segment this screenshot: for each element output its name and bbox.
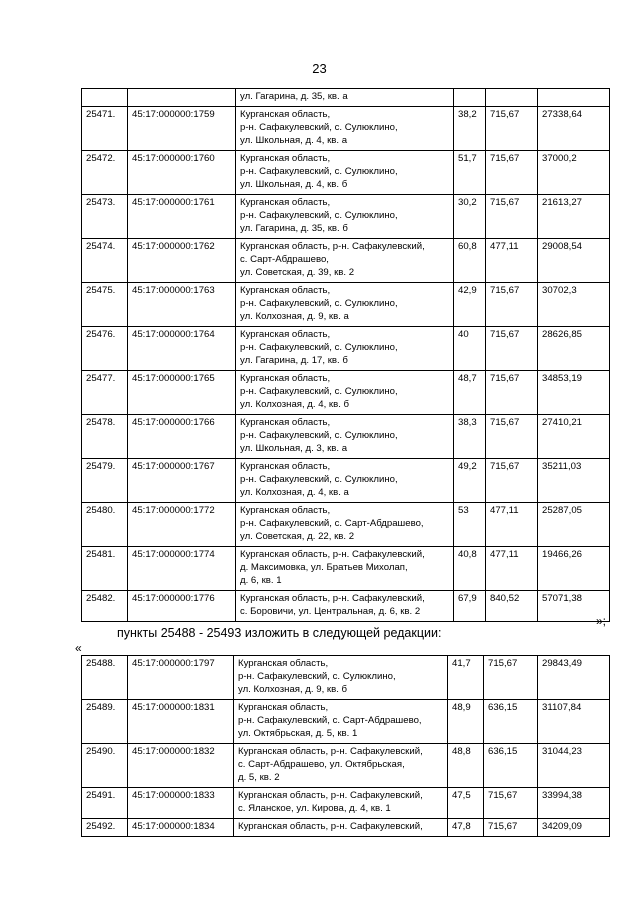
rate-cell: 840,52 [486, 591, 538, 622]
address-cell [234, 744, 448, 788]
rate-cell: 715,67 [484, 788, 538, 819]
cadastral-value-cell: 57071,38 [538, 591, 610, 622]
empty-cell [82, 89, 128, 107]
cadastral-number-cell: 45:17:000000:1833 [128, 788, 234, 819]
address-line: Курганская область, р-н. Сафакулевский, [240, 241, 425, 252]
row-number-cell: 25492. [82, 819, 128, 837]
rate-cell: 715,67 [486, 415, 538, 459]
empty-cell [486, 89, 538, 107]
cadastral-value-cell: 28626,85 [538, 327, 610, 371]
cadastral-number-cell: 45:17:000000:1762 [128, 239, 236, 283]
table-row [82, 656, 610, 700]
table-row-continuation [82, 89, 610, 107]
area-cell: 47,8 [448, 819, 484, 837]
cadastral-number-cell: 45:17:000000:1763 [128, 283, 236, 327]
address-line: Курганская область, [240, 461, 331, 472]
address-line: Курганская область, р-н. Сафакулевский, [238, 821, 423, 832]
cadastral-value-cell: 21613,27 [538, 195, 610, 239]
cadastral-number-cell: 45:17:000000:1759 [128, 107, 236, 151]
address-cell [236, 547, 454, 591]
cadastral-value-cell: 29843,49 [538, 656, 610, 700]
address-cell [236, 107, 454, 151]
address-line: р-н. Сафакулевский, с. Сарт-Абдрашево, [240, 518, 424, 529]
cadastral-value-cell: 19466,26 [538, 547, 610, 591]
cadastral-value-cell: 30702,3 [538, 283, 610, 327]
address-line: Курганская область, р-н. Сафакулевский, [240, 593, 425, 604]
opening-quote: « [75, 641, 82, 655]
address-line: ул. Советская, д. 22, кв. 2 [240, 531, 355, 542]
address-line: р-н. Сафакулевский, с. Сулюклино, [240, 298, 398, 309]
address-line: р-н. Сафакулевский, с. Сулюклино, [240, 122, 398, 133]
address-line: Курганская область, [240, 197, 331, 208]
table-row [82, 591, 610, 622]
table-row [82, 700, 610, 744]
cadastral-number-cell: 45:17:000000:1767 [128, 459, 236, 503]
address-cell [236, 415, 454, 459]
rate-cell: 477,11 [486, 239, 538, 283]
address-line: с. Боровичи, ул. Центральная, д. 6, кв. 2 [240, 606, 421, 617]
address-line: р-н. Сафакулевский, с. Сулюклино, [240, 210, 398, 221]
address-line: Курганская область, [240, 285, 331, 296]
address-line: ул. Советская, д. 39, кв. 2 [240, 267, 355, 278]
area-cell: 53 [454, 503, 486, 547]
row-number-cell: 25472. [82, 151, 128, 195]
row-number-cell: 25478. [82, 415, 128, 459]
address-cell [236, 283, 454, 327]
row-number-cell: 25490. [82, 744, 128, 788]
rate-cell: 477,11 [486, 503, 538, 547]
row-number-cell: 25479. [82, 459, 128, 503]
cadastral-number-cell: 45:17:000000:1772 [128, 503, 236, 547]
row-number-cell: 25475. [82, 283, 128, 327]
address-line: Курганская область, р-н. Сафакулевский, [238, 746, 423, 757]
address-cell [236, 239, 454, 283]
rate-cell: 477,11 [486, 547, 538, 591]
row-number-cell: 25489. [82, 700, 128, 744]
address-line: ул. Колхозная, д. 9, кв. б [238, 684, 348, 695]
cadastral-number-cell: 45:17:000000:1766 [128, 415, 236, 459]
rate-cell: 715,67 [486, 107, 538, 151]
address-line: р-н. Сафакулевский, с. Сарт-Абдрашево, [238, 715, 422, 726]
table-row [82, 819, 610, 837]
area-cell: 42,9 [454, 283, 486, 327]
cadastral-number-cell: 45:17:000000:1834 [128, 819, 234, 837]
cadastral-number-cell: 45:17:000000:1797 [128, 656, 234, 700]
address-line: ул. Школьная, д. 4, кв. б [240, 179, 348, 190]
table-row [82, 327, 610, 371]
row-number-cell: 25491. [82, 788, 128, 819]
address-line: Курганская область, [240, 373, 331, 384]
area-cell: 41,7 [448, 656, 484, 700]
address-line: Курганская область, [240, 153, 331, 164]
row-number-cell: 25482. [82, 591, 128, 622]
address-cell [236, 327, 454, 371]
cadastral-value-cell: 31107,84 [538, 700, 610, 744]
address-line: р-н. Сафакулевский, с. Сулюклино, [240, 474, 398, 485]
area-cell: 40,8 [454, 547, 486, 591]
address-line: д. Максимовка, ул. Братьев Михолап, [240, 562, 408, 573]
cadastral-number-cell: 45:17:000000:1776 [128, 591, 236, 622]
area-cell: 40 [454, 327, 486, 371]
area-cell: 48,7 [454, 371, 486, 415]
address-line: ул. Гагарина, д. 35, кв. б [240, 223, 348, 234]
cadastral-number-cell: 45:17:000000:1761 [128, 195, 236, 239]
address-cell [236, 151, 454, 195]
address-line: ул. Колхозная, д. 4, кв. а [240, 487, 349, 498]
rate-cell: 715,67 [484, 656, 538, 700]
land-table-continued [81, 88, 610, 622]
cadastral-value-cell: 29008,54 [538, 239, 610, 283]
address-cell [234, 819, 448, 837]
address-cell [236, 89, 454, 107]
empty-cell [454, 89, 486, 107]
table-row [82, 239, 610, 283]
address-line: р-н. Сафакулевский, с. Сулюклино, [238, 671, 396, 682]
cadastral-number-cell: 45:17:000000:1760 [128, 151, 236, 195]
address-line: Курганская область, [240, 505, 331, 516]
address-cell [236, 371, 454, 415]
address-line: д. 6, кв. 1 [240, 575, 282, 586]
address-line: Курганская область, [240, 329, 331, 340]
rate-cell: 715,67 [486, 151, 538, 195]
address-line: ул. Школьная, д. 3, кв. а [240, 443, 348, 454]
rate-cell: 715,67 [486, 371, 538, 415]
address-line: д. 5, кв. 2 [238, 772, 280, 783]
table-row [82, 744, 610, 788]
address-line: р-н. Сафакулевский, с. Сулюклино, [240, 430, 398, 441]
address-line: Курганская область, р-н. Сафакулевский, [240, 549, 425, 560]
address-line: ул. Гагарина, д. 17, кв. б [240, 355, 348, 366]
address-line: с. Яланское, ул. Кирова, д. 4, кв. 1 [238, 803, 391, 814]
address-line: ул. Школьная, д. 4, кв. а [240, 135, 348, 146]
row-number-cell: 25474. [82, 239, 128, 283]
table-row [82, 283, 610, 327]
cadastral-value-cell: 34209,09 [538, 819, 610, 837]
area-cell: 30,2 [454, 195, 486, 239]
table-row [82, 788, 610, 819]
address-line: с. Сарт-Абдрашево, ул. Октябрьская, [238, 759, 405, 770]
page-number: 23 [312, 61, 327, 76]
table-row [82, 371, 610, 415]
table-row [82, 415, 610, 459]
address-line: р-н. Сафакулевский, с. Сулюклино, [240, 342, 398, 353]
address-cell [234, 788, 448, 819]
address-line: р-н. Сафакулевский, с. Сулюклино, [240, 386, 398, 397]
rate-cell: 715,67 [486, 327, 538, 371]
address-line: ул. Колхозная, д. 9, кв. а [240, 311, 349, 322]
table-row [82, 151, 610, 195]
address-line: Курганская область, [238, 658, 329, 669]
table-row [82, 547, 610, 591]
cadastral-number-cell: 45:17:000000:1832 [128, 744, 234, 788]
empty-cell [128, 89, 236, 107]
address-line: Курганская область, [240, 417, 331, 428]
area-cell: 60,8 [454, 239, 486, 283]
rate-cell: 636,15 [484, 700, 538, 744]
table-row [82, 195, 610, 239]
land-table-amended [81, 655, 610, 837]
address-line: с. Сарт-Абдрашево, [240, 254, 329, 265]
row-number-cell: 25473. [82, 195, 128, 239]
address-line: Курганская область, [240, 109, 331, 120]
address-cell [236, 591, 454, 622]
rate-cell: 715,67 [486, 459, 538, 503]
cadastral-number-cell: 45:17:000000:1774 [128, 547, 236, 591]
cadastral-value-cell: 34853,19 [538, 371, 610, 415]
empty-cell [538, 89, 610, 107]
address-line: Курганская область, [238, 702, 329, 713]
address-cell [234, 656, 448, 700]
cadastral-number-cell: 45:17:000000:1765 [128, 371, 236, 415]
row-number-cell: 25488. [82, 656, 128, 700]
address-cell [236, 503, 454, 547]
row-number-cell: 25471. [82, 107, 128, 151]
area-cell: 38,3 [454, 415, 486, 459]
row-number-cell: 25481. [82, 547, 128, 591]
rate-cell: 715,67 [486, 283, 538, 327]
cadastral-value-cell: 31044,23 [538, 744, 610, 788]
rate-cell: 715,67 [486, 195, 538, 239]
amendment-instruction: пункты 25488 - 25493 изложить в следующей редакции: [117, 626, 442, 640]
area-cell: 49,2 [454, 459, 486, 503]
area-cell: 48,8 [448, 744, 484, 788]
cadastral-value-cell: 35211,03 [538, 459, 610, 503]
cadastral-value-cell: 25287,05 [538, 503, 610, 547]
address-line: р-н. Сафакулевский, с. Сулюклино, [240, 166, 398, 177]
area-cell: 47,5 [448, 788, 484, 819]
area-cell: 38,2 [454, 107, 486, 151]
cadastral-value-cell: 37000,2 [538, 151, 610, 195]
rate-cell: 636,15 [484, 744, 538, 788]
area-cell: 67,9 [454, 591, 486, 622]
address-line: ул. Октябрьская, д. 5, кв. 1 [238, 728, 358, 739]
closing-quote: »; [596, 614, 607, 628]
cadastral-value-cell: 27410,21 [538, 415, 610, 459]
address-cell [236, 195, 454, 239]
address-cell [234, 700, 448, 744]
address-line: ул. Гагарина, д. 35, кв. а [240, 91, 348, 102]
address-line: ул. Колхозная, д. 4, кв. б [240, 399, 350, 410]
row-number-cell: 25480. [82, 503, 128, 547]
cadastral-value-cell: 33994,38 [538, 788, 610, 819]
table-row [82, 459, 610, 503]
address-line: Курганская область, р-н. Сафакулевский, [238, 790, 423, 801]
area-cell: 48,9 [448, 700, 484, 744]
table-row [82, 503, 610, 547]
area-cell: 51,7 [454, 151, 486, 195]
row-number-cell: 25477. [82, 371, 128, 415]
cadastral-number-cell: 45:17:000000:1831 [128, 700, 234, 744]
cadastral-number-cell: 45:17:000000:1764 [128, 327, 236, 371]
rate-cell: 715,67 [484, 819, 538, 837]
table-row [82, 107, 610, 151]
row-number-cell: 25476. [82, 327, 128, 371]
address-cell [236, 459, 454, 503]
cadastral-value-cell: 27338,64 [538, 107, 610, 151]
